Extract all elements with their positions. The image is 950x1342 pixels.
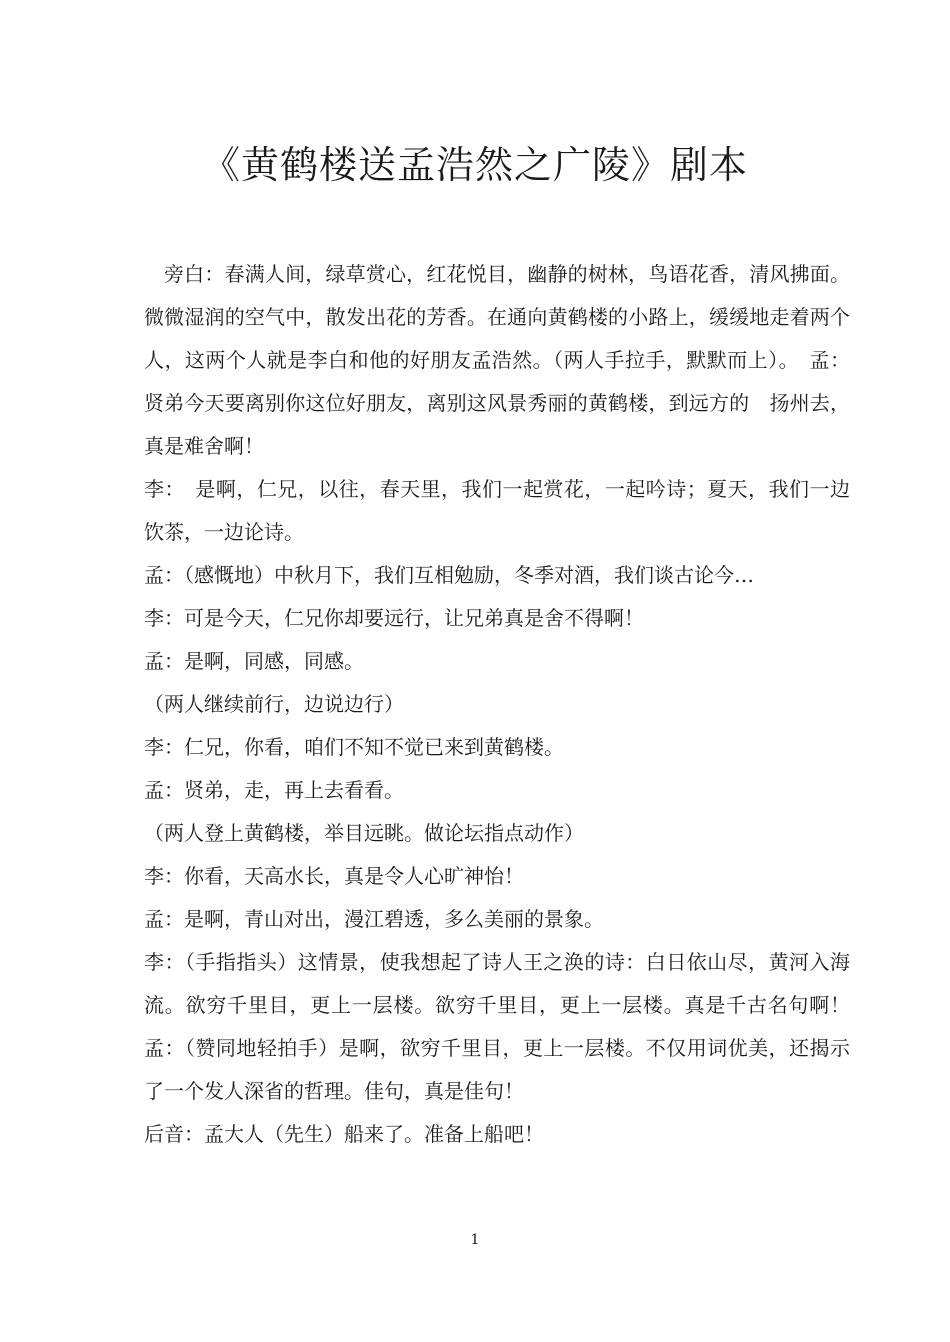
paragraph-narration: 旁白：春满人间，绿草赏心，红花悦目，幽静的树林，鸟语花香，清风拂面。微微湿润的空气中，散发出花的芳香。在通向黄鹤楼的小路上，缓缓地走着两个人，这两个人就是李白和他的好朋友孟浩然。（两人手拉手，默默而上）。 孟：贤弟今天要离别你这位好朋友，离别这风景秀丽的黄鹤楼，到远方的 扬州去，真是难舍啊！	[144, 262, 850, 458]
paragraph-dialogue: 孟：是啊，青山对出，漫江碧透，多么美丽的景象。	[144, 907, 604, 931]
paragraph-dialogue: 李：你看，天高水长，真是令人心旷神怡！	[144, 864, 524, 888]
paragraph-dialogue: 孟：是啊，同感，同感。	[144, 649, 364, 673]
paragraph-dialogue: 李：可是今天，仁兄你却要远行，让兄弟真是舍不得啊！	[144, 606, 644, 630]
paragraph-stage-direction: （两人继续前行，边说边行）	[144, 692, 404, 716]
paragraph-stage-direction: （两人登上黄鹤楼，举目远眺。做论坛指点动作）	[144, 821, 584, 845]
paragraph-dialogue: 李：仁兄，你看，咱们不知不觉已来到黄鹤楼。	[144, 735, 564, 759]
document-body	[144, 253, 850, 1156]
paragraph-dialogue: 孟：贤弟，走，再上去看看。	[144, 778, 404, 802]
paragraph-dialogue: 孟：（感慨地）中秋月下，我们互相勉励，冬季对酒，我们谈古论今…	[144, 563, 754, 587]
paragraph-dialogue: 后音：孟大人（先生）船来了。准备上船吧！	[144, 1122, 544, 1146]
paragraph-dialogue: 李：（手指指头）这情景，使我想起了诗人王之涣的诗：白日依山尽，黄河入海流。欲穷千里目，更上一层楼。欲穷千里目，更上一层楼。真是千古名句啊！孟：（赞同地轻拍手）是啊，欲穷千里目，更上一层楼。不仅用词优美，还揭示了一个发人深省的哲理。佳句，真是佳句！	[144, 950, 850, 1103]
paragraph-dialogue: 李： 是啊，仁兄，以往，春天里，我们一起赏花，一起吟诗；夏天，我们一边饮茶，一边论诗。	[144, 477, 850, 544]
page-number: 1	[470, 1232, 480, 1248]
document-title: 《黄鹤楼送孟浩然之广陵》剧本	[201, 143, 748, 187]
